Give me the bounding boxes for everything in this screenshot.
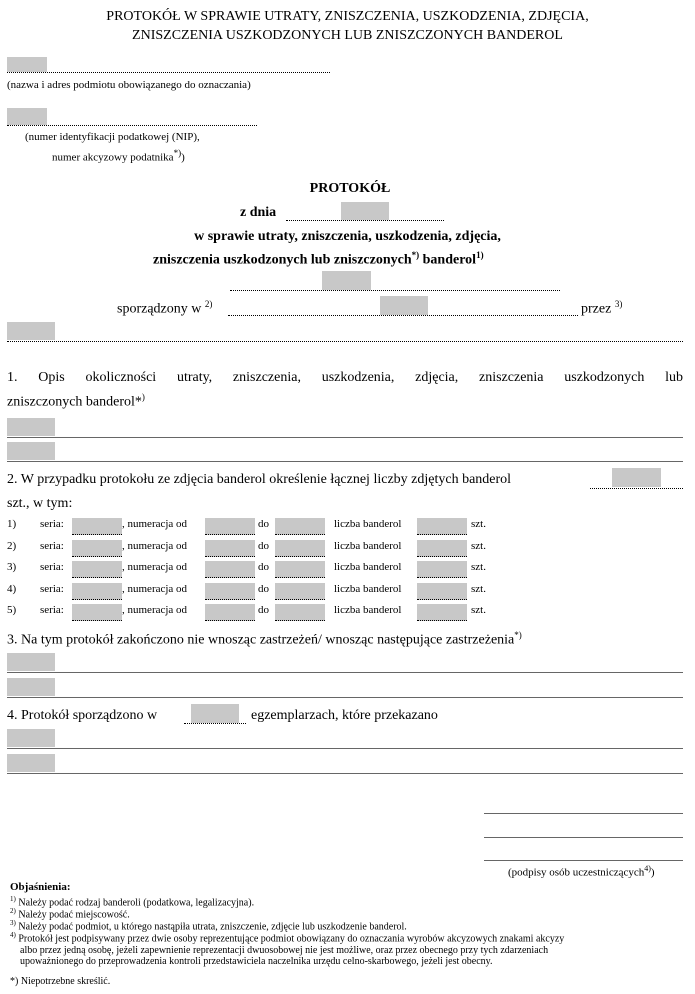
series-label: seria: <box>40 561 64 573</box>
unit-label: szt. <box>471 540 486 552</box>
numbering-from-field[interactable] <box>205 561 255 578</box>
section4-line-b <box>7 773 683 774</box>
nip-label-sup: *) <box>173 148 182 158</box>
signatures-close: ) <box>650 866 655 879</box>
section4-line-a <box>7 748 683 749</box>
numbering-from-label: , numeracja od <box>122 518 188 530</box>
numbering-from-label: , numeracja od <box>122 540 188 552</box>
entity-name-field[interactable] <box>7 57 47 72</box>
count-field[interactable] <box>417 583 467 600</box>
drawn-label-text: sporządzony w <box>117 301 202 317</box>
count-field[interactable] <box>417 540 467 557</box>
subject-entity-field[interactable] <box>7 322 55 340</box>
signatures-label <box>508 864 655 879</box>
section3-line-b <box>7 697 683 698</box>
entity-name-line <box>7 72 330 73</box>
section1-sup: ) <box>141 392 145 402</box>
total-count-line <box>590 488 683 489</box>
notes-heading: Objaśnienia: <box>10 881 71 893</box>
note-1-sup: 1) <box>10 895 16 903</box>
series-field[interactable] <box>72 540 122 557</box>
numbering-from-field[interactable] <box>205 540 255 557</box>
unit-label: szt. <box>471 604 486 616</box>
section2-line-1: 2. W przypadku protokołu ze zdjęcia banderol określenie łącznej liczby zdjętych banderol <box>7 472 512 487</box>
section1-line-1: 1. Opis okoliczności utraty, zniszczenia, uszkodzenia, zdjęcia, zniszczenia uszkodzonych lub <box>7 370 683 385</box>
by-sup: 3) <box>614 299 623 309</box>
series-label: seria: <box>40 583 64 595</box>
nip-label-2 <box>52 148 185 164</box>
count-field[interactable] <box>417 518 467 535</box>
section3-sup: *) <box>514 630 522 640</box>
date-line <box>286 220 444 221</box>
note-2-sup: 2) <box>10 907 16 915</box>
section3-text-content: 3. Na tym protokół zakończono nie wnosząc zastrzeżeń/ wnosząc następujące zastrzeżenia <box>7 632 515 648</box>
date-label: z dnia <box>240 205 277 220</box>
series-label: seria: <box>40 604 64 616</box>
unit-label: szt. <box>471 583 486 595</box>
count-label: liczba banderol <box>334 583 402 595</box>
nip-label-2-text: numer akcyzowy podatnika <box>52 151 174 164</box>
nip-label-close: ) <box>181 151 185 164</box>
numbering-from-label: , numeracja od <box>122 583 188 595</box>
numbering-from-label: , numeracja od <box>122 604 188 616</box>
series-label: seria: <box>40 540 64 552</box>
numbering-to-field[interactable] <box>275 518 325 535</box>
by-label <box>581 299 622 318</box>
numbering-to-field[interactable] <box>275 583 325 600</box>
note-4-line-3: upoważnionego do przeprowadzenia kontroli przedstawiciela naczelnika urzędu celno-skarbowego, jeżeli jest obecny. <box>20 956 493 968</box>
count-field[interactable] <box>417 561 467 578</box>
document-title <box>0 7 695 45</box>
numbering-from-label: , numeracja od <box>122 561 188 573</box>
copies-line <box>184 723 246 724</box>
unit-label: szt. <box>471 561 486 573</box>
note-5: *) Niepotrzebne skreślić. <box>10 976 111 987</box>
entity-name-label: (nazwa i adres podmiotu obowiązanego do oznaczania) <box>7 79 251 91</box>
series-field[interactable] <box>72 583 122 600</box>
signature-line-1[interactable] <box>484 813 683 814</box>
section3-text <box>7 630 522 649</box>
drawn-label <box>117 299 212 318</box>
note-2-text: Należy podać miejscowość. <box>18 909 130 921</box>
section4-text-after: egzemplarzach, które przekazano <box>251 708 438 723</box>
nip-label-1: (numer identyfikacji podatkowej (NIP), <box>25 131 200 143</box>
numbering-from-field[interactable] <box>205 518 255 535</box>
numbering-to-label: do <box>258 583 269 595</box>
section1-line-b <box>7 461 683 462</box>
subject-line-2 <box>153 250 484 269</box>
place-line <box>228 315 578 316</box>
section3-field-2[interactable] <box>7 678 55 696</box>
copies-field[interactable] <box>191 704 239 723</box>
numbering-from-field[interactable] <box>205 604 255 621</box>
subject-line-2-text: zniszczenia uszkodzonych lub zniszczonych <box>153 252 412 268</box>
count-label: liczba banderol <box>334 518 402 530</box>
series-label: seria: <box>40 518 64 530</box>
section1-field-1[interactable] <box>7 418 55 436</box>
note-3-text: Należy podać podmiot, u którego nastąpiła utrata, zniszczenie, zdjęcie lub uszkodzenie banderol. <box>18 921 407 933</box>
count-field[interactable] <box>417 604 467 621</box>
count-label: liczba banderol <box>334 540 402 552</box>
section3-line-a <box>7 672 683 673</box>
note-3-sup: 3) <box>10 919 16 927</box>
series-field[interactable] <box>72 604 122 621</box>
signature-line-2[interactable] <box>484 837 683 838</box>
section1-line-a <box>7 437 683 438</box>
count-label: liczba banderol <box>334 604 402 616</box>
numbering-to-label: do <box>258 540 269 552</box>
title-line-2: ZNISZCZENIA USZKODZONYCH LUB ZNISZCZONYCH BANDEROL <box>132 28 563 43</box>
subject-sup-2: 1) <box>476 250 484 260</box>
section1-line-2 <box>7 392 145 411</box>
section4-text-before: 4. Protokół sporządzono w <box>7 708 158 723</box>
section3-field-1[interactable] <box>7 653 55 671</box>
note-4-line-1: Protokół jest podpisywany przez dwie osoby reprezentujące podmiot obowiązany do oznaczania wyrobów akcyzowych znakami akcyzy <box>18 933 565 945</box>
unit-label: szt. <box>471 518 486 530</box>
numbering-to-label: do <box>258 518 269 530</box>
by-label-text: przez <box>581 301 612 317</box>
numbering-to-field[interactable] <box>275 604 325 621</box>
numbering-to-label: do <box>258 561 269 573</box>
subject-banderol: banderol <box>422 252 477 268</box>
numbering-from-field[interactable] <box>205 583 255 600</box>
section4-field-1[interactable] <box>7 729 55 747</box>
series-field[interactable] <box>72 561 122 578</box>
title-line-1: PROTOKÓŁ W SPRAWIE UTRATY, ZNISZCZENIA, USZKODZENIA, ZDJĘCIA, <box>106 9 589 24</box>
banderol-type-line <box>230 290 560 291</box>
banderol-type-field[interactable] <box>322 271 371 290</box>
place-field[interactable] <box>380 296 428 315</box>
nip-line <box>7 125 257 126</box>
series-field[interactable] <box>72 518 122 535</box>
note-4-sup: 4) <box>10 931 16 939</box>
signatures-label-text: (podpisy osób uczestniczących <box>508 866 645 879</box>
subject-entity-line <box>7 341 683 342</box>
row-number: 2) <box>7 540 17 552</box>
numbering-to-field[interactable] <box>275 540 325 557</box>
count-label: liczba banderol <box>334 561 402 573</box>
note-4 <box>10 930 690 968</box>
drawn-sup: 2) <box>204 299 213 309</box>
section1-field-2[interactable] <box>7 442 55 460</box>
signature-line-3[interactable] <box>484 860 683 861</box>
total-count-field[interactable] <box>612 468 661 487</box>
subject-sup: *) <box>411 250 420 260</box>
row-number: 1) <box>7 518 17 530</box>
row-number: 4) <box>7 583 17 595</box>
signatures-sup: 4) <box>644 864 651 873</box>
note-1-text: Należy podać rodzaj banderoli (podatkowa, legalizacyjna). <box>18 897 255 909</box>
nip-field[interactable] <box>7 108 47 125</box>
section4-field-2[interactable] <box>7 754 55 772</box>
numbering-to-field[interactable] <box>275 561 325 578</box>
section1-line-2-text: zniszczonych banderol* <box>7 394 142 410</box>
section2-line-2: szt., w tym: <box>7 496 73 511</box>
subject-line-1: w sprawie utraty, zniszczenia, uszkodzenia, zdjęcia, <box>194 229 501 244</box>
date-field[interactable] <box>341 202 389 220</box>
row-number: 5) <box>7 604 17 616</box>
protocol-title: PROTOKÓŁ <box>309 181 391 196</box>
row-number: 3) <box>7 561 17 573</box>
numbering-to-label: do <box>258 604 269 616</box>
note-4-line-2: albo przez jedną osobę, jeżeli zapewnienie reprezentacji dwuosobowej nie jest możliwe, oraz przez obecnego przy tych zdarzeniach <box>20 944 549 956</box>
